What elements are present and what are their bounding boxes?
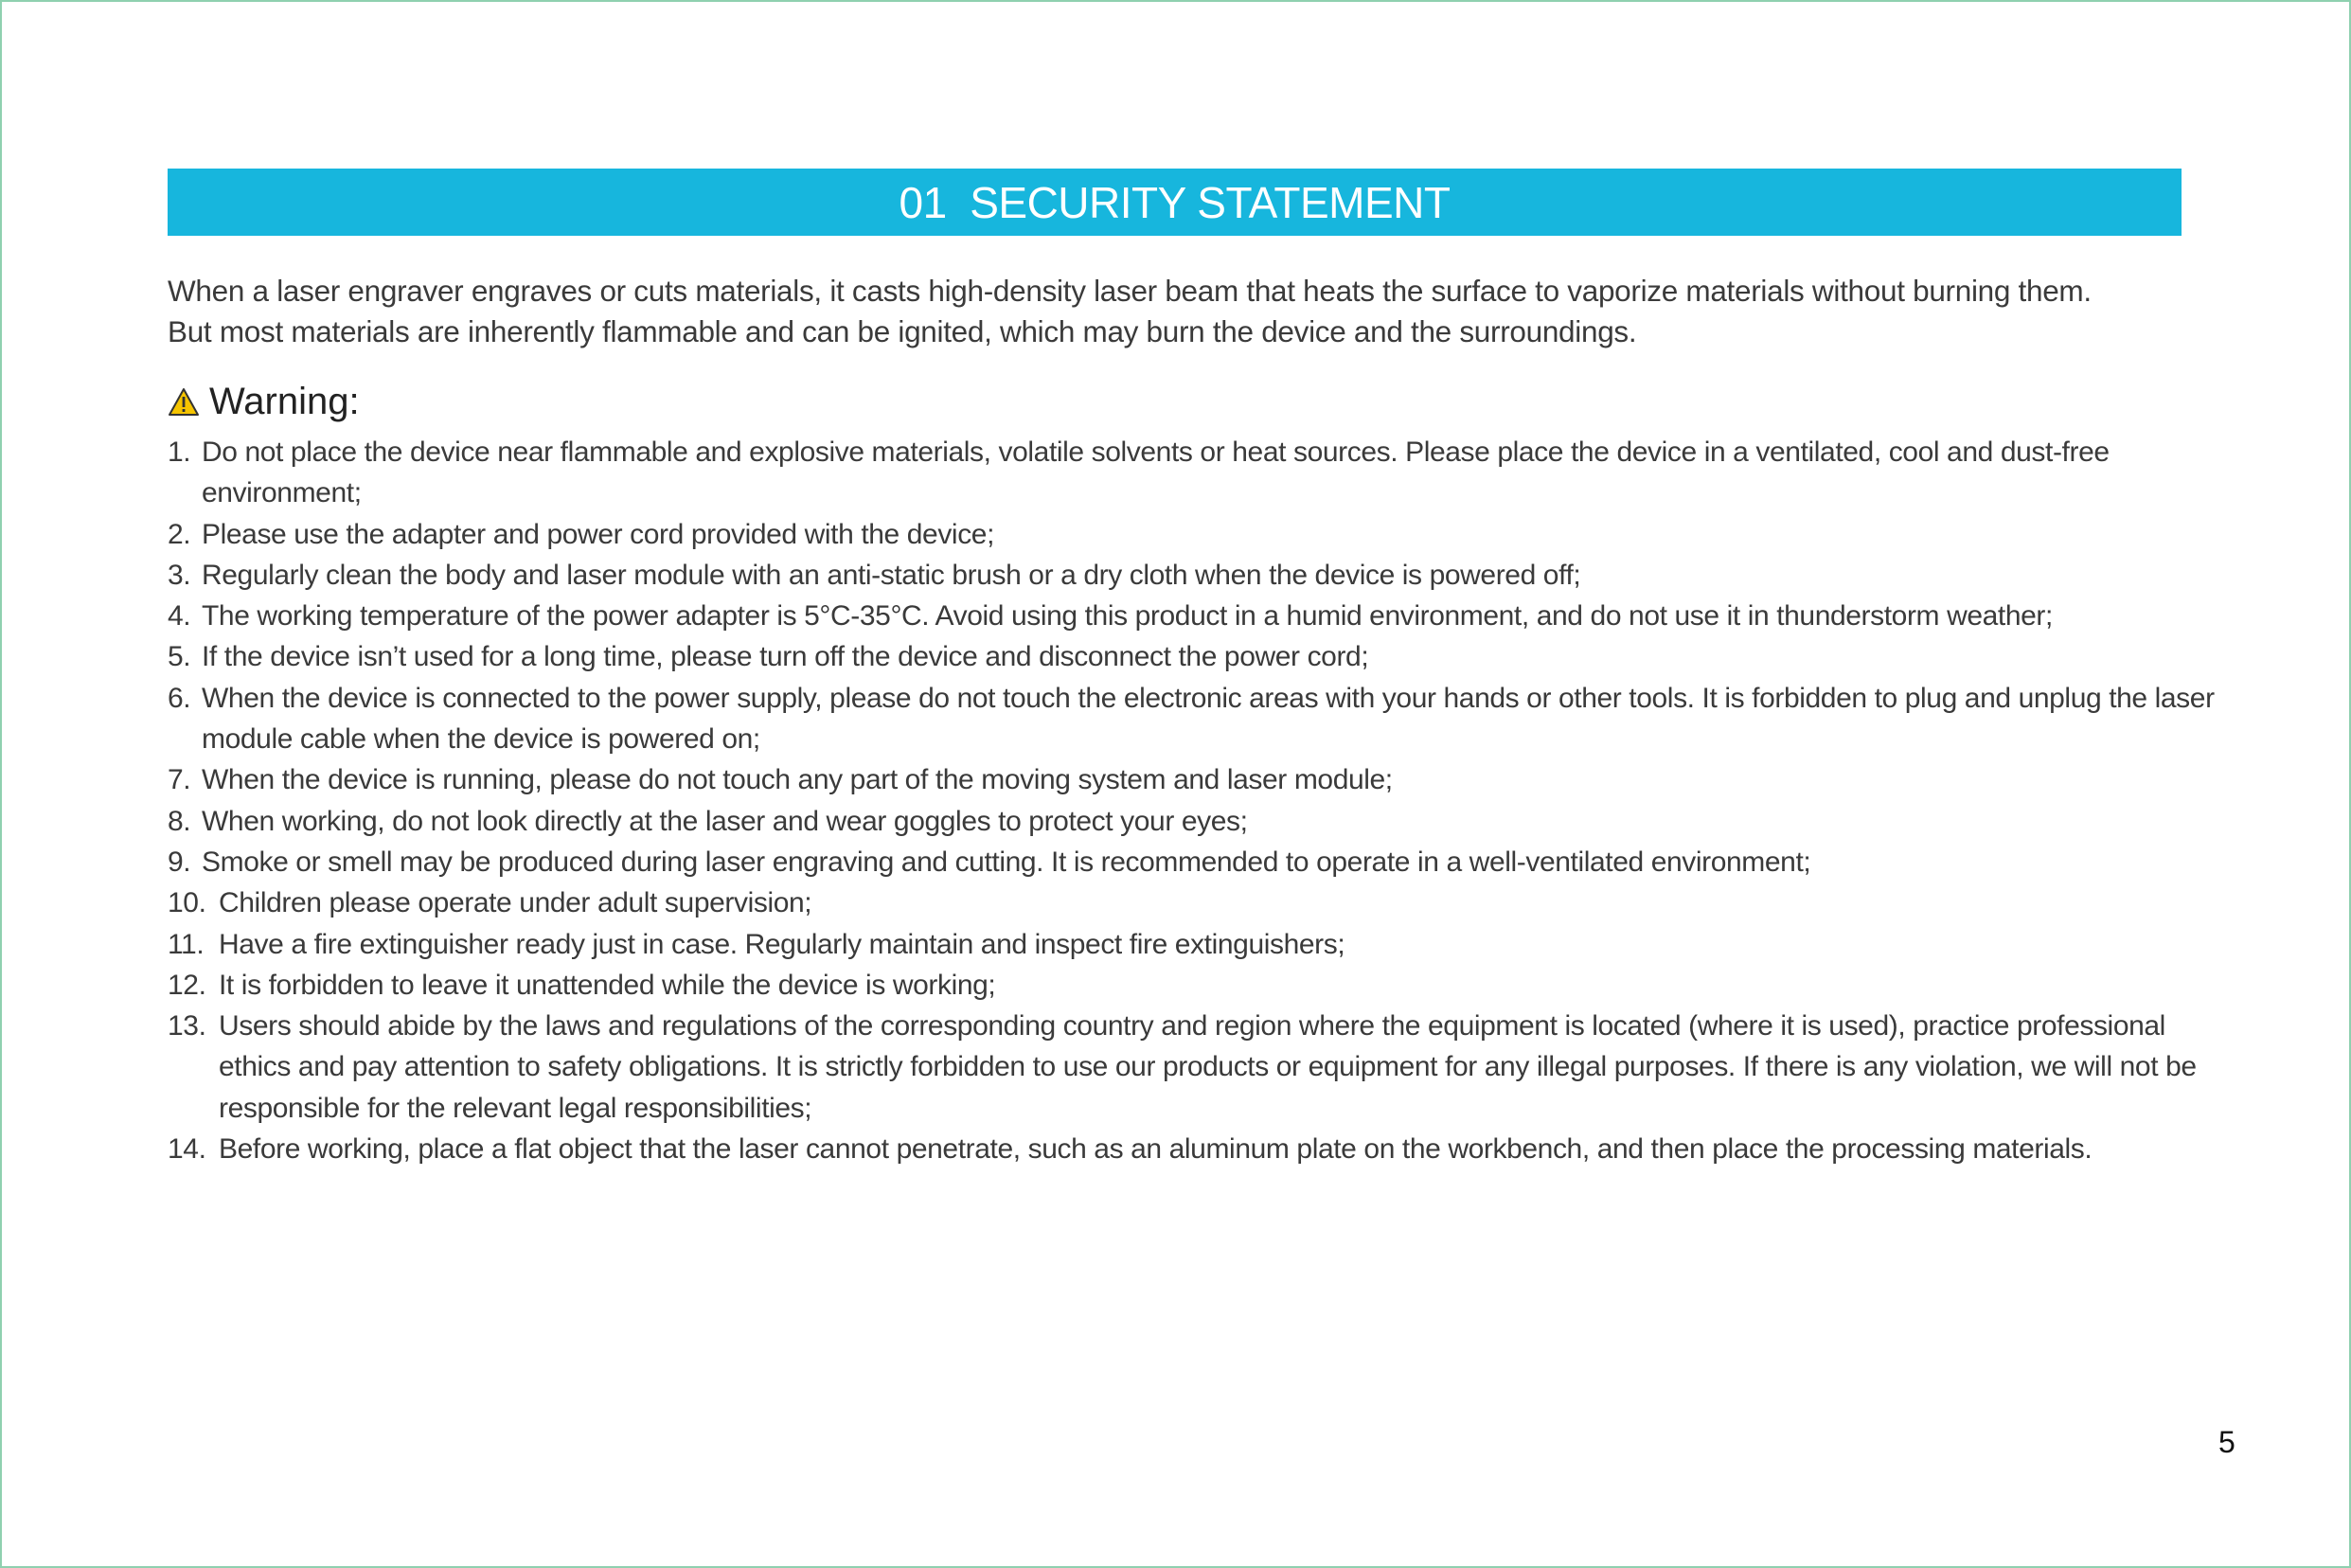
list-item-number: 9.: [168, 846, 191, 878]
list-item-number: 8.: [168, 805, 191, 837]
list-item: [168, 882, 2232, 923]
list-item: [168, 596, 2232, 636]
list-item-text: Children please operate under adult supervision;: [219, 887, 812, 919]
list-item-number: 12.: [168, 969, 206, 1001]
list-item: [168, 432, 2232, 514]
warning-heading: [168, 381, 360, 423]
list-item-text: The working temperature of the power adapter is 5°C-35°C. Avoid using this product in a humid environment, and do not use it in thunderstorm weather;: [202, 600, 2053, 633]
list-item-text: It is forbidden to leave it unattended while the device is working;: [219, 969, 996, 1001]
list-item-number: 10.: [168, 887, 206, 919]
intro-line-1: When a laser engraver engraves or cuts materials, it casts high-density laser beam that heats the surface to vaporize materials without burning them.: [168, 274, 2092, 308]
list-item-number: 13.: [168, 1010, 206, 1042]
list-item-number: 3.: [168, 559, 191, 591]
list-item-text: When working, do not look directly at the laser and wear goggles to protect your eyes;: [202, 805, 1248, 837]
list-item-text: Regularly clean the body and laser module with an anti-static brush or a dry cloth when the device is powered off;: [202, 559, 1581, 591]
list-item-text: Smoke or smell may be produced during laser engraving and cutting. It is recommended to operate in a well-ventilated environment;: [202, 846, 1811, 878]
list-item: [168, 1006, 2232, 1129]
list-item-number: 11.: [168, 928, 205, 960]
list-item-number: 4.: [168, 600, 191, 633]
intro-paragraph: [168, 271, 2213, 352]
list-item: [168, 801, 2232, 842]
list-item-text: When the device is running, please do not touch any part of the moving system and laser module;: [202, 764, 1393, 796]
list-item: [168, 514, 2232, 555]
list-item: [168, 678, 2232, 760]
warning-triangle-icon: [168, 386, 200, 419]
list-item: [168, 842, 2232, 882]
warning-list: [168, 432, 2232, 1169]
list-item-number: 5.: [168, 641, 191, 673]
warning-heading-label: Warning:: [209, 381, 360, 422]
list-item: [168, 759, 2232, 800]
list-item-number: 2.: [168, 518, 191, 550]
list-item-text: If the device isn’t used for a long time, please turn off the device and disconnect the power cord;: [202, 641, 1369, 673]
list-item: [168, 1129, 2232, 1169]
list-item-number: 14.: [168, 1133, 206, 1166]
list-item: [168, 636, 2232, 677]
list-item-number: 1.: [168, 437, 191, 468]
list-item-text: Please use the adapter and power cord provided with the device;: [202, 518, 995, 550]
intro-line-2: But most materials are inherently flammable and can be ignited, which may burn the device and the surroundings.: [168, 314, 1637, 348]
list-item-number: 6.: [168, 682, 191, 714]
list-item-text: Have a fire extinguisher ready just in case. Regularly maintain and inspect fire extinguishers;: [219, 928, 1345, 960]
section-title: 01 SECURITY STATEMENT: [899, 177, 1451, 227]
list-item-text: When the device is connected to the power supply, please do not touch the electronic areas with your hands or other tools. It is forbidden to plug and unplug the laser module cable when the device is powered on;: [202, 682, 2215, 756]
list-item: [168, 965, 2232, 1006]
list-item-number: 7.: [168, 764, 191, 796]
list-item-text: Users should abide by the laws and regulations of the corresponding country and region where the equipment is located (where it is used), practice professional ethics and pay attention to safety obligations. It is strictly forbidden to use our products or equipment for any illegal purposes. If there is any violation, we will not be responsible for the relevant legal responsibilities;: [219, 1010, 2197, 1124]
page-number: 5: [2218, 1425, 2235, 1459]
section-title-bar: [168, 169, 2182, 236]
list-item-text: Do not place the device near flammable and explosive materials, volatile solvents or heat sources. Please place the device in a ventilated, cool and dust-free environment;: [202, 437, 2110, 509]
list-item-text: Before working, place a flat object that the laser cannot penetrate, such as an aluminum plate on the workbench, and then place the processing materials.: [219, 1133, 2093, 1166]
list-item: [168, 555, 2232, 596]
list-item: [168, 924, 2232, 965]
